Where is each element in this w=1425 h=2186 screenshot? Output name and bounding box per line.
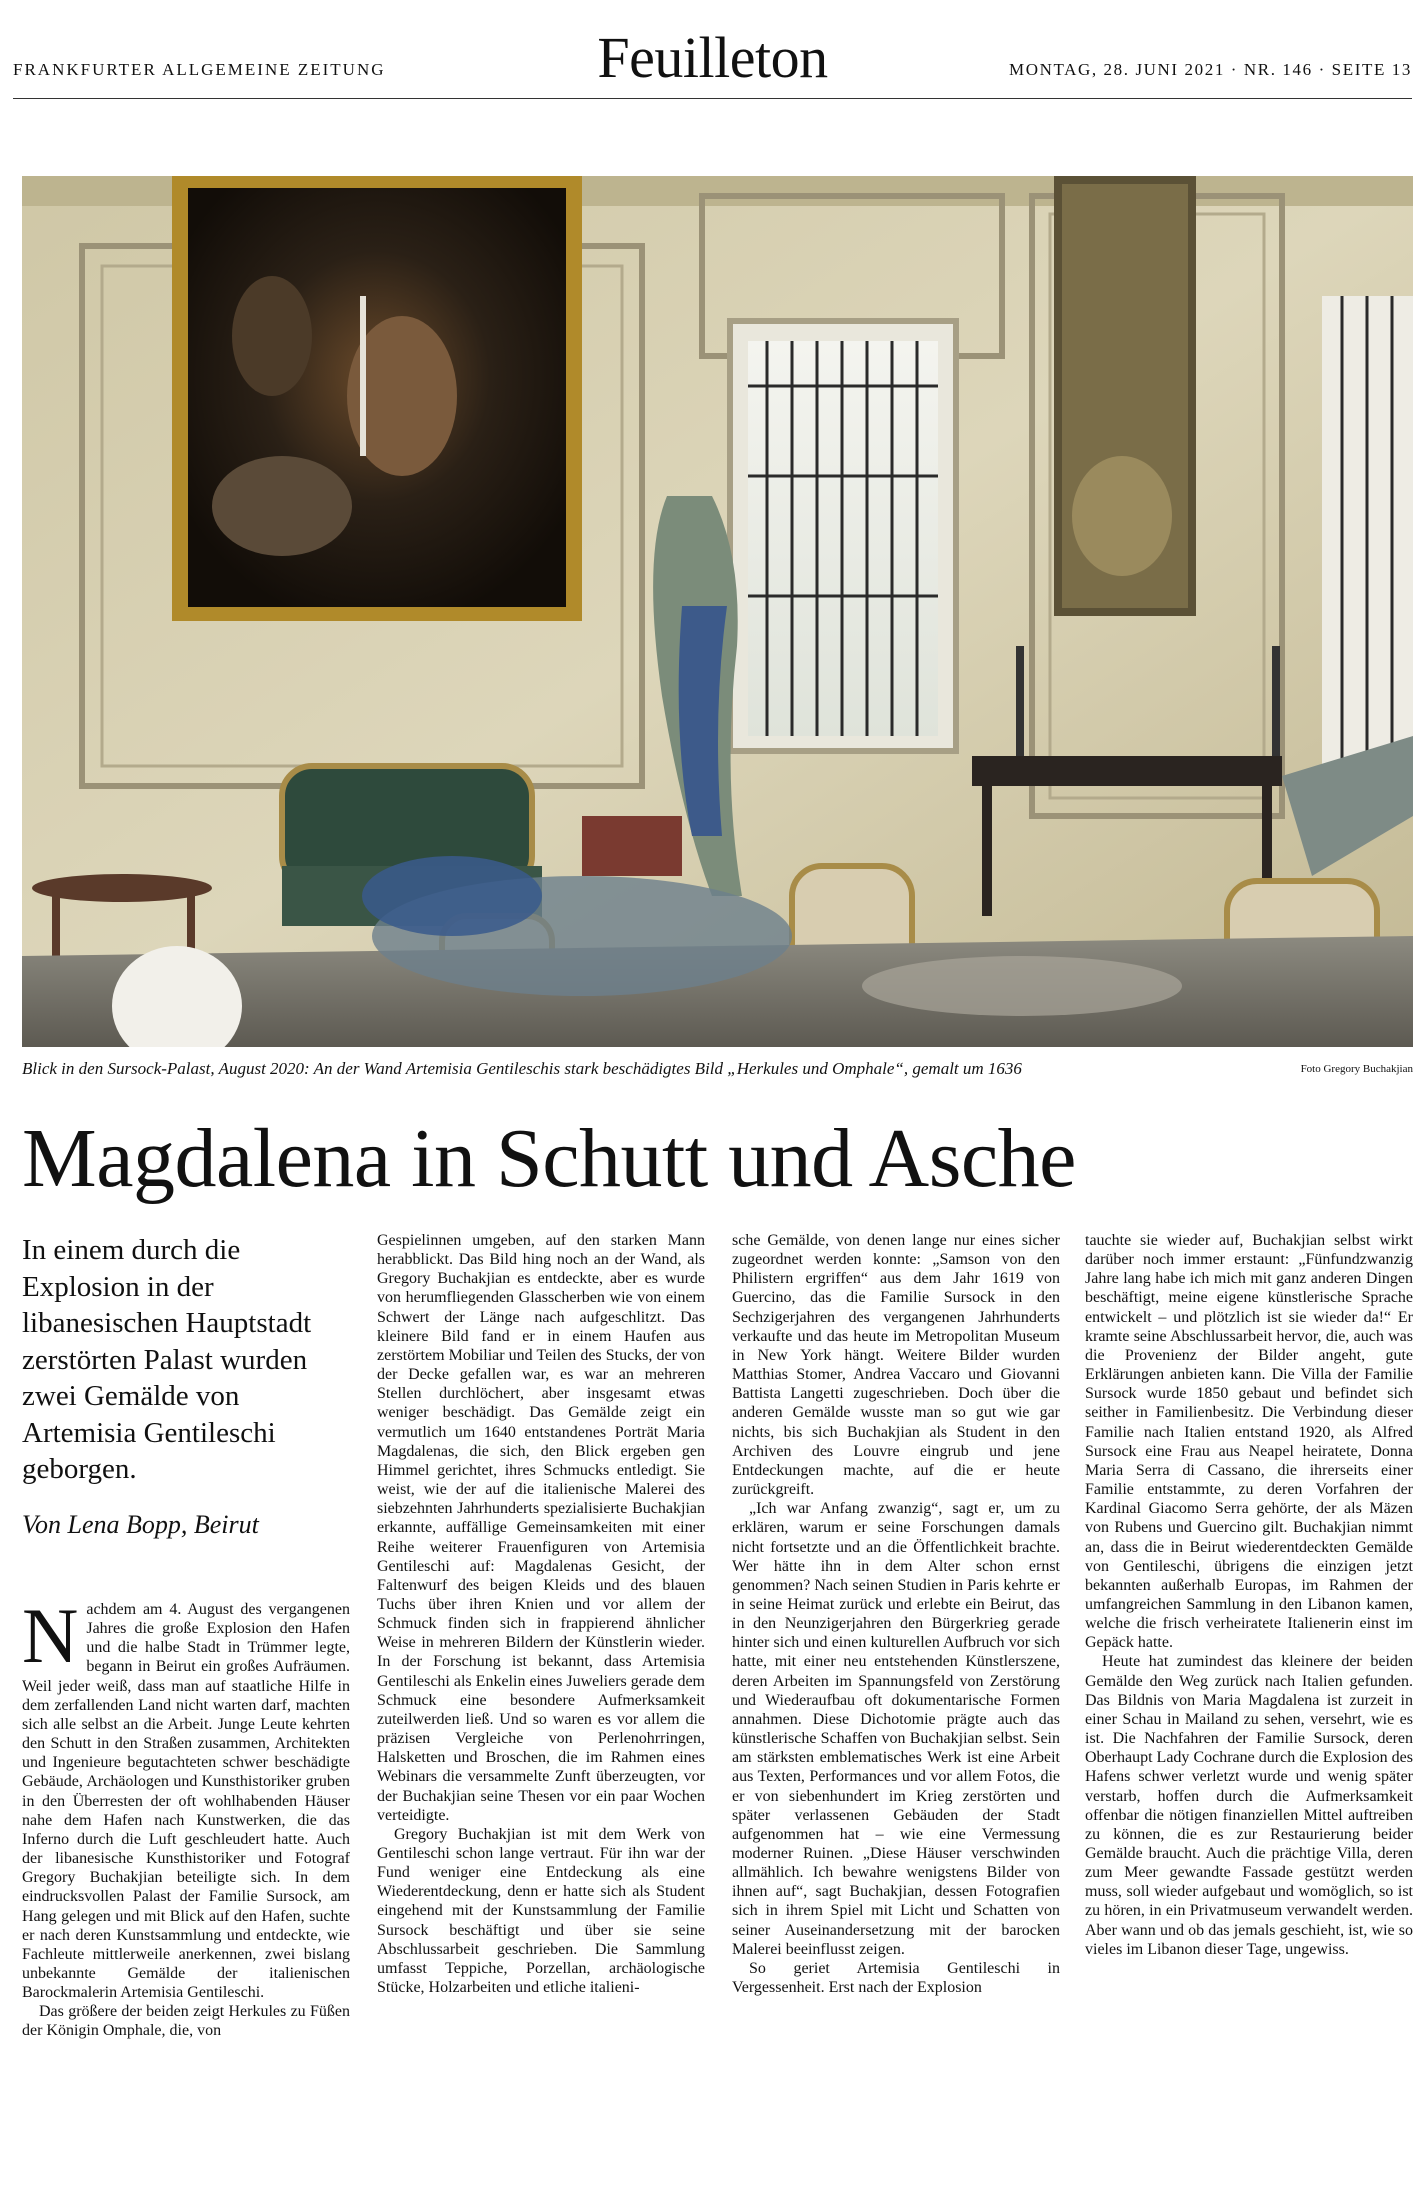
article-dek: In einem durch die Explosion in der libanesischen Hauptstadt zerstörten Palast wurden zwei Gemälde von Artemisia Gentileschi geborgen. [22, 1234, 312, 1485]
article-paragraph: sche Gemälde, von denen lange nur eines sicher zugeordnet werden konnte: „Samson von den Philistern ergriffen“ aus dem Jahr 1619 von Guercino, das die Familie Sursock in den Sechzigerjahren des vergangenen Jahrhunderts verkaufte und das heute im Metropolitan Museum in New York hängt. Weitere Bilder wurden Matthias Stomer, Andrea Vaccaro und Giovanni Battista Langetti zugeschrieben. Doch über die anderen Gemälde wusste man so gut wie gar nichts, bis sich Buchakjian als Student in den Archiven des Louvre eingrub und jene Entdeckungen machte, auf die er heute zurückgreift. [732, 1232, 1060, 1499]
article-paragraph: So geriet Artemisia Gentileschi in Vergessenheit. Erst nach der Explosion [732, 1959, 1060, 1997]
article-paragraph: Gespielinnen umgeben, auf den starken Mann herabblickt. Das Bild hing noch an der Wand, als Gregory Buchakjian es entdeckte, aber es wurde von herumfliegenden Glasscherben wie von einem Schwert der Länge nach aufgeschlitzt. Das kleinere Bild fand er in einem Haufen aus zerstörtem Mobiliar und Teilen des Stucks, der von der Decke gefallen war, es war an mehreren Stellen durchlöchert, aber insgesamt etwas weniger beschädigt. Das Gemälde zeigt ein vermutlich um 1640 entstandenes Porträt Maria Magdalenas, die sich, den Blick ergeben gen Himmel gerichtet, ihres Schmucks entledigt. Sie weist, wie der auf die italienische Malerei des siebzehnten Jahrhunderts spezialisierte Buchakjian erkannte, auffällige Gemeinsamkeiten mit einer Reihe weiterer Frauenfiguren von Artemisia Gentileschi auf: Magdalenas Gesicht, der Faltenwurf des beigen Kleids und des blauen Tuchs über ihren Knien und vor allem der Schmuck finden sich in frappierend ähnlicher Weise in mehreren Bildern der Künstlerin wieder. In der Forschung ist bekannt, dass Artemisia Gentileschi als Enkelin eines Juweliers gerade dem Schmuck eine besondere Aufmerksamkeit zuteilwerden ließ. Und so waren es vor allem die präzisen Vergleiche von Perlenohrringen, Halsketten und Broschen, die im Rahmen eines Webinars die versammelte Zunft überzeugten, vor der Buchakjian seine Thesen vor ein paar Wochen verteidigte. [377, 1232, 705, 1824]
photo-credit: Foto Gregory Buchakjian [1300, 1063, 1413, 1075]
article-paragraph: tauchte sie wieder auf, Buchakjian selbst wirkt darüber noch immer erstaunt: „Fünfundzwanzig Jahre lang habe ich mich mit ganz anderen Dingen beschäftigt, meine eigene künstlerische Sprache entwickelt – und plötzlich ist sie wieder da!“ Er kramte seine Abschlussarbeit hervor, die, auch was die Provenienz der Bilder angeht, gute Erklärungen anbieten kann. Die Villa der Familie Sursock wurde 1850 gebaut und befindet sich seither in Familienbesitz. Die Verbindung dieser Familie nach Italien entstand 1920, als Alfred Sursock eine Frau aus Neapel heiratete, Donna Maria Serra di Cassano, die ihrerseits einer Familie entstammte, zu deren Vorfahren der Kardinal Giacomo Serra gehörte, der als Mäzen von Rubens und Guercino gilt. Buchakjian nimmt an, dass die in Beirut wiederentdeckten Gemälde von Gentileschi, übrigens die einzigen jetzt bekannten außerhalb Europas, im Rahmen der umfangreichen Sammlung in den Libanon kamen, welche die frisch verheiratete Italienerin einst im Gepäck hatte. [1085, 1232, 1413, 1652]
photo-caption: Blick in den Sursock-Palast, August 2020: An der Wand Artemisia Gentileschis stark beschädigtes Bild „Herkules und Omphale“, gemalt um 1636 [22, 1059, 1022, 1078]
article-headline: Magdalena in Schutt und Asche [22, 1112, 1076, 1205]
article-column-2 [377, 1231, 705, 1997]
dateline: MONTAG, 28. JUNI 2021 · NR. 146 · SEITE 13 [1009, 60, 1412, 79]
masthead [0, 0, 1425, 100]
section-title: Feuilleton [597, 25, 828, 90]
article-photo [22, 176, 1413, 1047]
paragraph-text: achdem am 4. August des vergangenen Jahres die große Explosion den Hafen und die halbe Stadt in Trümmer legte, begann in Beirut ein großes Aufräumen. Weil jeder weiß, dass man auf staatliche Hilfe in dem zerfallenden Land nicht warten darf, machten sich alle selbst an die Arbeit. Junge Leute kehrten den Schutt in den Straßen zusammen, Architekten und Ingenieure begutachteten schwer beschädigte Gebäude, Archäologen und Kunsthistoriker gruben in den Überresten der oft wohlhabenden Häuser nahe dem Hafen nach Kunstwerken, die das Inferno durch die Luft geschleudert hatte. Auch der libanesische Kunsthistoriker und Fotograf Gregory Buchakjian beteiligte sich. In dem eindrucksvollen Palast der Familie Sursock, am Hang gelegen und mit Blick auf den Hafen, suchte er nach deren Kunstsammlung und entdeckte, wie Fachleute mittlerweile anerkennen, zwei bislang unbekannte Gemälde der italienischen Barockmalerin Artemisia Gentileschi. [22, 1601, 350, 2002]
article-column-3 [732, 1231, 1060, 1997]
article-paragraph: „Ich war Anfang zwanzig“, sagt er, um zu erklären, warum er seine Forschungen damals nicht fortsetzte und an die Öffentlichkeit brachte. Wer hätte ihn in dem Alter schon ernst genommen? Nach seinen Studien in Paris kehrte er in seine Heimat zurück und erlebte ein Beirut, das in den Neunzigerjahren den Bürgerkrieg gerade hinter sich und einen kulturellen Aufbruch vor sich hatte, mit einer neu entstehenden Künstlerszene, deren Arbeiten im Spannungsfeld von Zerstörung und Wiederaufbau oft dokumentarische Formen annahmen. Diese Dichotomie prägte auch das künstlerische Schaffen von Buchakjian selbst. Sein am stärksten emblematisches Werk ist eine Arbeit aus Texten, Performances und vor allem Fotos, die er von siebenhundert im Krieg zerstörten und später verlassenen Gebäuden der Stadt aufgenommen hat – wie eine Vermessung moderner Ruinen. „Diese Häuser verschwinden allmählich. Ich bewahre wenigstens Bilder von ihnen auf“, sagt Buchakjian, dessen Fotografien sich in ihrem Spiel mit Licht und Schatten von seiner Auseinandersetzung mit der barocken Malerei beeinflusst zeigen. [732, 1500, 1060, 1958]
article-paragraph [22, 1592, 350, 2002]
palace-interior-photo [22, 176, 1413, 1047]
article-paragraph: Heute hat zumindest das kleinere der beiden Gemälde den Weg zurück nach Italien gefunden. Das Bildnis von Maria Magdalena ist zurzeit in einer Schau in Mailand zu sehen, versehrt, wie es ist. Die Nachfahren der Familie Sursock, deren Oberhaupt Lady Cochrane durch die Explosion des Hafens schwer verletzt wurde und wenig später verstarb, hoffen durch die Aufmerksamkeit offenbar die nötigen finanziellen Mittel auftreiben zu können, die es zur Restaurierung beider Gemälde braucht. Auch die prächtige Villa, deren zum Meer gewandte Fassade gestützt werden muss, soll wieder aufgebaut und womöglich, so ist zu hören, in ein Privatmuseum verwandelt werden. Aber wann und ob das jemals geschieht, ist, wie so vieles im Libanon dieser Tage, ungewiss. [1085, 1653, 1413, 1958]
article-byline: Von Lena Bopp, Beirut [22, 1510, 259, 1539]
article-paragraph: Gregory Buchakjian ist mit dem Werk von Gentileschi schon lange vertraut. Für ihn war der Fund weniger eine Entdeckung als eine Wiederentdeckung, denn er hatte sich als Student eingehend mit der Kunstsammlung der Familie Sursock beschäftigt und über sie seine Abschlussarbeit geschrieben. Die Sammlung umfasst Teppiche, Porzellan, archäologische Stücke, Holzarbeiten und etliche italieni- [377, 1825, 705, 1997]
masthead-rule [13, 98, 1412, 99]
article-column-1 [22, 1592, 350, 2041]
article-paragraph: Das größere der beiden zeigt Herkules zu Füßen der Königin Omphale, die, von [22, 2003, 350, 2040]
article-column-4 [1085, 1231, 1413, 1959]
newspaper-name: FRANKFURTER ALLGEMEINE ZEITUNG [13, 60, 386, 79]
drop-cap: N [22, 1592, 79, 1679]
